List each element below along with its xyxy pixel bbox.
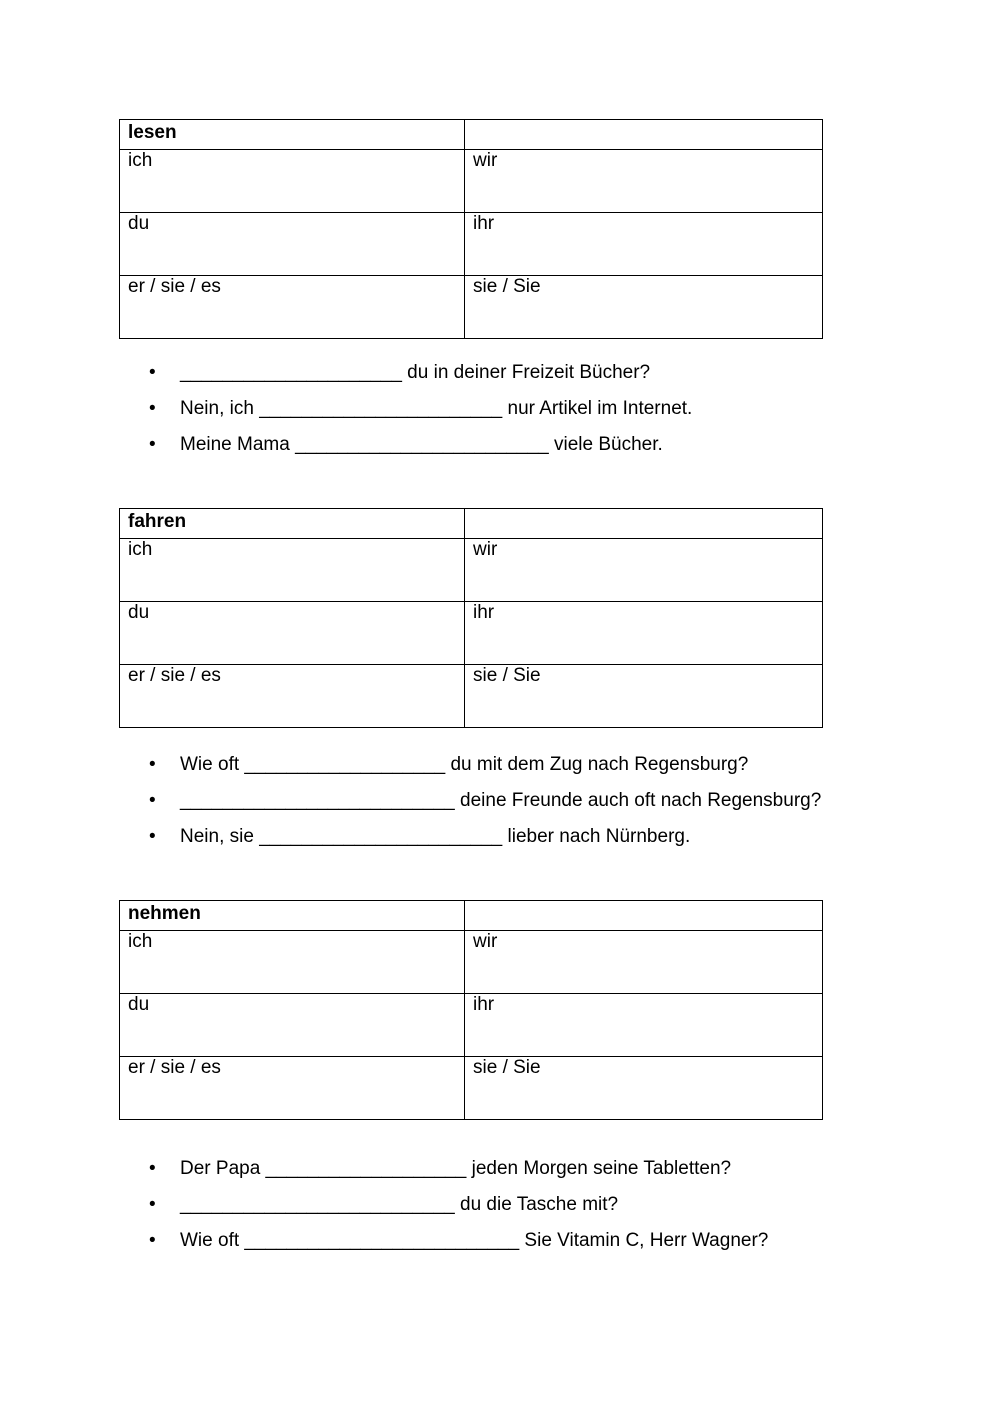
bullet-icon: •	[149, 754, 156, 775]
pronoun-cell[interactable]: sie / Sie	[465, 276, 823, 339]
pronoun-cell[interactable]: du	[120, 602, 465, 665]
bullet-icon: •	[149, 398, 156, 419]
sentence-item[interactable]	[0, 1194, 768, 1230]
conjugation-table-fahren	[119, 508, 823, 728]
sentence-item[interactable]	[0, 362, 692, 398]
sentence-list-fahren	[0, 754, 821, 862]
sentence-text: __________________________ deine Freunde auch oft nach Regensburg?	[180, 790, 822, 811]
bullet-icon: •	[149, 434, 156, 455]
sentence-text: Wie oft ___________________ du mit dem Zug nach Regensburg?	[180, 754, 749, 775]
sentence-list-nehmen	[0, 1158, 768, 1266]
sentence-text: Wie oft __________________________ Sie Vitamin C, Herr Wagner?	[180, 1230, 769, 1251]
bullet-icon: •	[149, 1194, 156, 1215]
empty-header-cell	[465, 509, 823, 539]
sentence-text: Meine Mama ________________________ viele Bücher.	[180, 434, 663, 455]
sentence-list-lesen	[0, 362, 692, 470]
sentence-text: __________________________ du die Tasche mit?	[180, 1194, 619, 1215]
bullet-icon: •	[149, 1230, 156, 1251]
sentence-text: _____________________ du in deiner Freizeit Bücher?	[180, 362, 651, 383]
bullet-icon: •	[149, 790, 156, 811]
bullet-icon: •	[149, 1158, 156, 1179]
sentence-text: Nein, ich _______________________ nur Artikel im Internet.	[180, 398, 693, 419]
verb-heading: nehmen	[120, 901, 465, 931]
sentence-item[interactable]	[0, 1230, 768, 1266]
pronoun-cell[interactable]: ihr	[465, 213, 823, 276]
sentence-item[interactable]	[0, 434, 692, 470]
pronoun-cell[interactable]: ich	[120, 931, 465, 994]
pronoun-cell[interactable]: er / sie / es	[120, 665, 465, 728]
pronoun-cell[interactable]: wir	[465, 539, 823, 602]
pronoun-cell[interactable]: ich	[120, 539, 465, 602]
sentence-item[interactable]	[0, 1158, 768, 1194]
pronoun-cell[interactable]: er / sie / es	[120, 1057, 465, 1120]
empty-header-cell	[465, 120, 823, 150]
pronoun-cell[interactable]: du	[120, 213, 465, 276]
bullet-icon: •	[149, 362, 156, 383]
pronoun-cell[interactable]: ihr	[465, 602, 823, 665]
pronoun-cell[interactable]: er / sie / es	[120, 276, 465, 339]
empty-header-cell	[465, 901, 823, 931]
sentence-item[interactable]	[0, 790, 821, 826]
conjugation-table-lesen	[119, 119, 823, 339]
pronoun-cell[interactable]: du	[120, 994, 465, 1057]
sentence-item[interactable]	[0, 826, 821, 862]
pronoun-cell[interactable]: ich	[120, 150, 465, 213]
verb-heading: lesen	[120, 120, 465, 150]
verb-heading: fahren	[120, 509, 465, 539]
pronoun-cell[interactable]: sie / Sie	[465, 1057, 823, 1120]
pronoun-cell[interactable]: ihr	[465, 994, 823, 1057]
pronoun-cell[interactable]: wir	[465, 150, 823, 213]
sentence-item[interactable]	[0, 754, 821, 790]
sentence-text: Nein, sie _______________________ lieber nach Nürnberg.	[180, 826, 691, 847]
bullet-icon: •	[149, 826, 156, 847]
pronoun-cell[interactable]: wir	[465, 931, 823, 994]
sentence-item[interactable]	[0, 398, 692, 434]
sentence-text: Der Papa ___________________ jeden Morgen seine Tabletten?	[180, 1158, 732, 1179]
conjugation-table-nehmen	[119, 900, 823, 1120]
pronoun-cell[interactable]: sie / Sie	[465, 665, 823, 728]
